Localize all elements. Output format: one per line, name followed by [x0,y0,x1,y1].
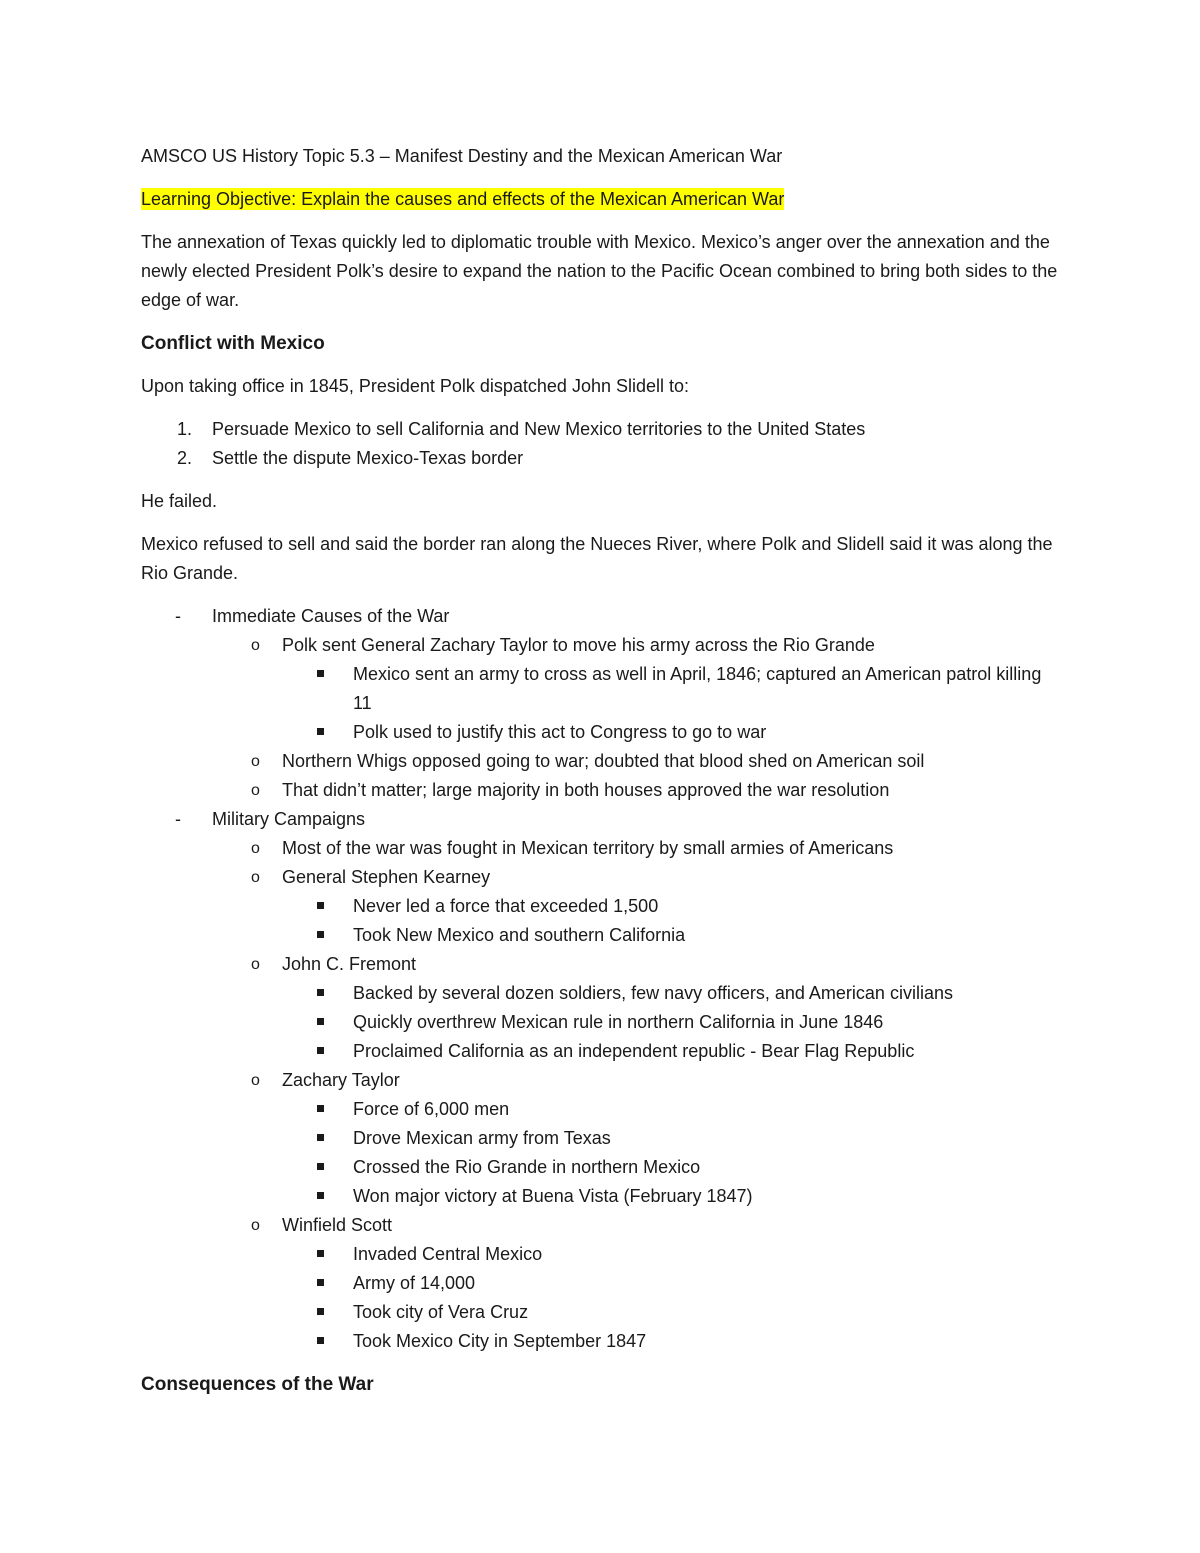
list-item-text: Persuade Mexico to sell California and New Mexico territories to the United States [212,419,866,439]
outline-subsubitem [141,1298,1061,1327]
outline-subsubitem [141,1182,1061,1211]
list-number: 1. [177,419,193,439]
conflict-heading: Conflict with Mexico [141,333,325,354]
learning-objective-highlight: Learning Objective: Explain the causes and effects of the Mexican American War [141,189,785,209]
square-bullet-icon [317,1163,324,1170]
square-bullet-icon [317,1308,324,1315]
outline-subitem [141,747,1061,776]
outline-subitem [141,950,1061,979]
square-bullet-icon [317,1047,324,1054]
outline-text: Army of 14,000 [353,1273,476,1293]
outline-text: General Stephen Kearney [282,867,491,887]
square-bullet-icon [317,931,324,938]
document-title: AMSCO US History Topic 5.3 – Manifest Destiny and the Mexican American War [141,146,783,166]
circle-bullet: o [251,753,260,770]
outline-text: Crossed the Rio Grande in northern Mexico [353,1157,701,1177]
outline-text: Never led a force that exceeded 1,500 [353,896,659,916]
outline-text: Drove Mexican army from Texas [353,1128,611,1148]
circle-bullet: o [251,956,260,973]
list-item-text: Settle the dispute Mexico-Texas border [212,448,524,468]
dash-bullet: - [175,606,181,626]
circle-bullet: o [251,840,260,857]
outline-subitem [141,1211,1061,1240]
outline-label: Immediate Causes of the War [212,606,450,626]
outline-subsubitem [141,1037,1061,1066]
outline-text: That didn’t matter; large majority in both houses approved the war resolution [282,780,890,800]
square-bullet-icon [317,1279,324,1286]
list-item [141,415,1061,444]
failed-paragraph: He failed. [141,491,218,511]
outline-subitem [141,863,1061,892]
dash-bullet: - [175,809,181,829]
outline-label: Military Campaigns [212,809,366,829]
square-bullet-icon [317,1192,324,1199]
square-bullet-icon [317,989,324,996]
outline-text: Backed by several dozen soldiers, few navy officers, and American civilians [353,983,953,1003]
list-number: 2. [177,448,193,468]
outline-subitem [141,1066,1061,1095]
war-outline [141,602,1061,1356]
outline-text: Took city of Vera Cruz [353,1302,529,1322]
outline-text: Force of 6,000 men [353,1099,510,1119]
outline-subsubitem [141,660,1061,718]
square-bullet-icon [317,728,324,735]
outline-item-military-campaigns [141,805,1061,834]
outline-subitem [141,834,1061,863]
circle-bullet: o [251,1072,260,1089]
outline-item-immediate-causes [141,602,1061,631]
outline-text: John C. Fremont [282,954,417,974]
outline-subsubitem [141,1327,1061,1356]
outline-text: Polk used to justify this act to Congress to go to war [353,722,767,742]
square-bullet-icon [317,1018,324,1025]
outline-subsubitem [141,979,1061,1008]
outline-text: Took New Mexico and southern California [353,925,686,945]
circle-bullet: o [251,637,260,654]
outline-subsubitem [141,892,1061,921]
circle-bullet: o [251,782,260,799]
outline-text: Northern Whigs opposed going to war; doubted that blood shed on American soil [282,751,925,771]
square-bullet-icon [317,1134,324,1141]
outline-text: Took Mexico City in September 1847 [353,1331,647,1351]
learning-objective [141,185,1061,214]
outline-text: Polk sent General Zachary Taylor to move his army across the Rio Grande [282,635,875,655]
outline-text: Zachary Taylor [282,1070,400,1090]
intro-paragraph: The annexation of Texas quickly led to diplomatic trouble with Mexico. Mexico’s anger over the annexation and the newly elected President Polk’s desire to expand the nation to the Pacific Ocean combined to bring both sides to the edge of war. [141,232,1058,310]
outline-text: Mexico sent an army to cross as well in April, 1846; captured an American patrol killing 11 [353,664,1042,713]
consequences-heading: Consequences of the War [141,1374,374,1395]
outline-subsubitem [141,1008,1061,1037]
square-bullet-icon [317,902,324,909]
outline-subitem [141,631,1061,660]
outline-text: Won major victory at Buena Vista (February 1847) [353,1186,753,1206]
circle-bullet: o [251,869,260,886]
outline-text: Proclaimed California as an independent republic - Bear Flag Republic [353,1041,915,1061]
outline-subsubitem [141,1124,1061,1153]
square-bullet-icon [317,1250,324,1257]
document-page [141,142,1061,1413]
border-paragraph: Mexico refused to sell and said the border ran along the Nueces River, where Polk and Slidell said it was along the Rio Grande. [141,534,1053,583]
outline-subitem [141,776,1061,805]
list-item [141,444,1061,473]
slidell-goals-list [141,415,1061,473]
square-bullet-icon [317,1337,324,1344]
outline-text: Winfield Scott [282,1215,393,1235]
outline-text: Invaded Central Mexico [353,1244,543,1264]
outline-subsubitem [141,1240,1061,1269]
slidell-intro: Upon taking office in 1845, President Polk dispatched John Slidell to: [141,376,690,396]
outline-subsubitem [141,1153,1061,1182]
outline-subsubitem [141,718,1061,747]
square-bullet-icon [317,1105,324,1112]
outline-subsubitem [141,1095,1061,1124]
outline-subsubitem [141,921,1061,950]
circle-bullet: o [251,1217,260,1234]
outline-text: Most of the war was fought in Mexican territory by small armies of Americans [282,838,894,858]
outline-subsubitem [141,1269,1061,1298]
square-bullet-icon [317,670,324,677]
outline-text: Quickly overthrew Mexican rule in northern California in June 1846 [353,1012,884,1032]
